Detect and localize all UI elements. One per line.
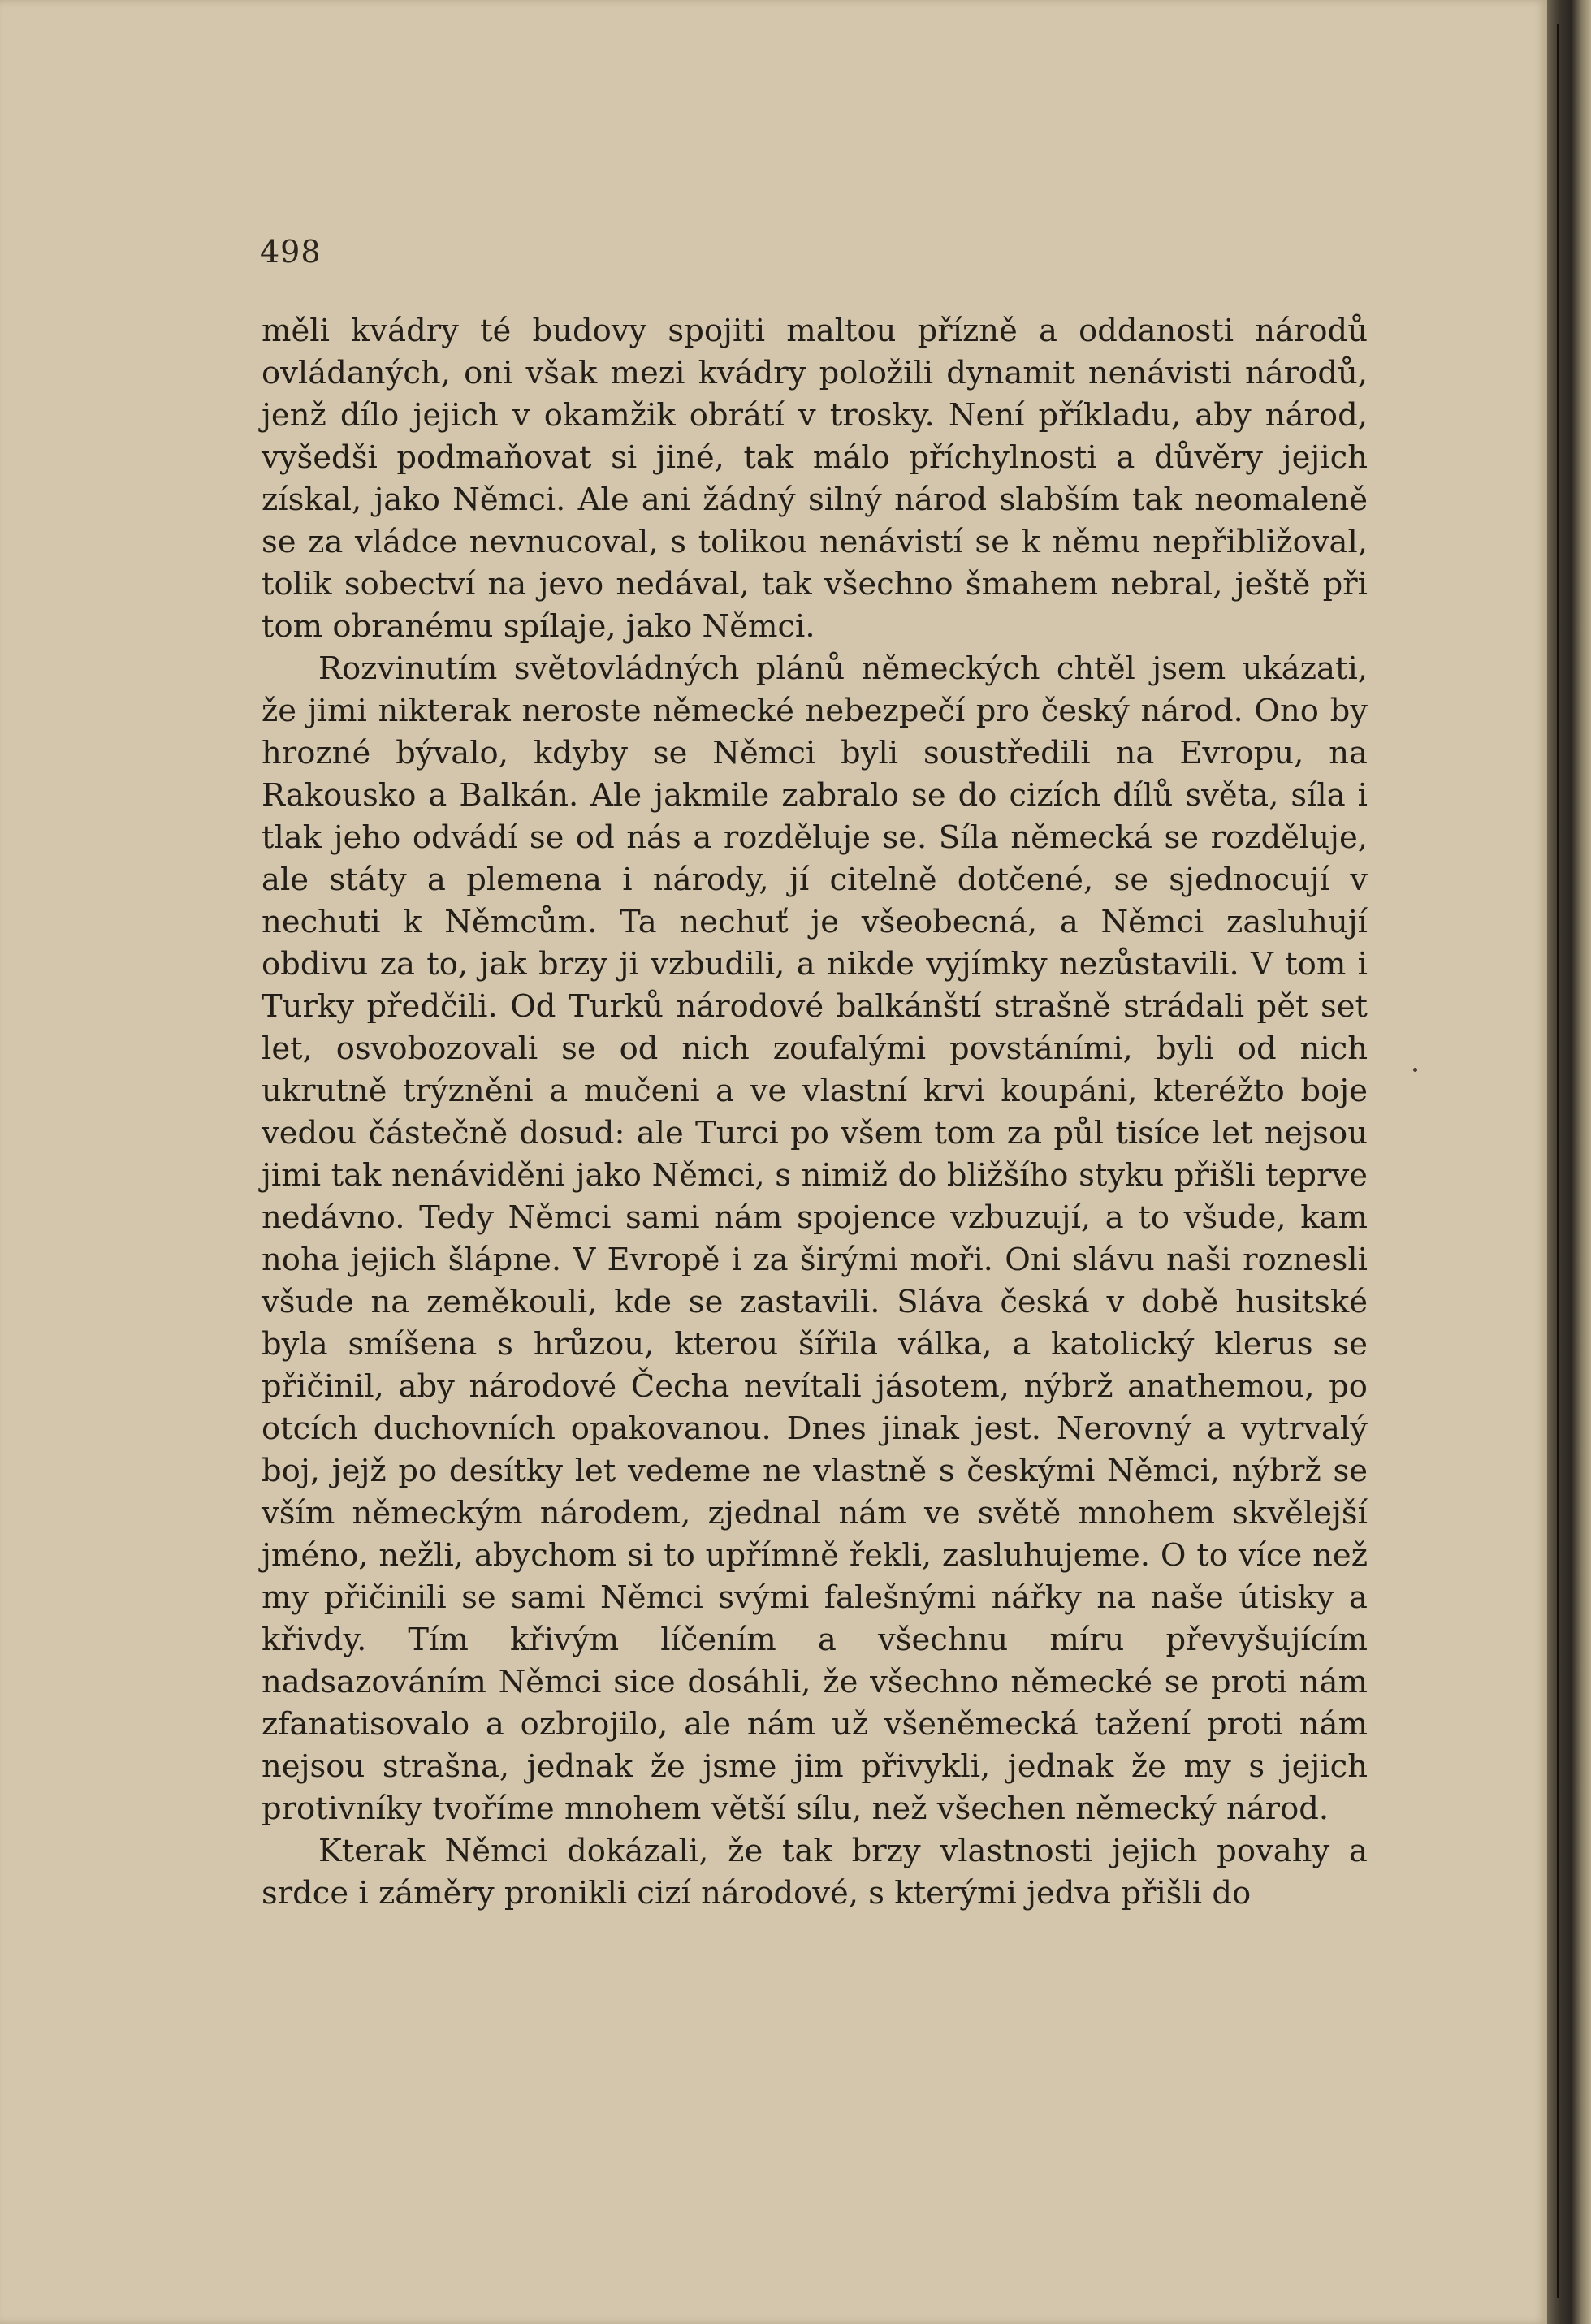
paper-speck (1413, 1068, 1417, 1072)
paragraph: Rozvinutím světovládných plánů německých chtěl jsem ukázati, že jimi nikterak neroste německé nebezpečí pro český národ. Ono by hrozné bývalo, kdyby se Němci byli soustředili na Evropu, na Rakousko a Balkán. Ale jakmile zabralo se do cizích dílů světa, síla i tlak jeho odvádí se od nás a rozděluje se. Síla německá se rozděluje, ale státy a plemena i národy, jí citelně dotčené, se sjednocují v nechuti k Němcům. Ta nechuť je všeobecná, a Němci zasluhují obdivu za to, jak brzy ji vzbudili, a nikde vyjímky nezůstavili. V tom i Turky předčili. Od Turků národové balkánští strašně strádali pět set let, osvobozovali se od nich zoufalými povstáními, byli od nich ukrutně trýzněni a mučeni a ve vlastní krvi koupáni, kteréžto boje vedou částečně dosud: ale Turci po všem tom za půl tisíce let nejsou jimi tak nenáviděni jako Němci, s nimiž do bližšího styku přišli teprve nedávno. Tedy Němci sami nám spojence vzbuzují, a to všude, kam noha jejich šlápne. V Evropě i za širými moři. Oni slávu naši roznesli všude na zeměkouli, kde se zastavili. Sláva česká v době husitské byla smíšena s hrůzou, kterou šířila válka, a katolický klerus se přičinil, aby národové Čecha nevítali jásotem, nýbrž anathemou, po otcích duchovních opakovanou. Dnes jinak jest. Nerovný a vytrvalý boj, jejž po desítky let vedeme ne vlastně s českými Němci, nýbrž se vším německým národem, zjednal nám ve světě mnohem skvělejší jméno, nežli, abychom si to upřímně řekli, zasluhujeme. O to více než my přičinili se sami Němci svými falešnými nářky na naše útisky a křivdy. Tím křivým líčením a všechnu míru převyšujícím nadsazováním Němci sice dosáhli, že všechno německé se proti nám zfanatisovalo a ozbrojilo, ale nám už všeněmecká tažení proti nám nejsou strašna, jednak že jsme jim přivykli, jednak že my s jejich protivníky tvoříme mnohem větší sílu, než všechen německý národ. (262, 650, 1368, 1827)
page-number: 498 (260, 234, 322, 270)
body-text (262, 310, 1368, 1915)
paragraph-continued: měli kvádry té budovy spojiti maltou přízně a oddanosti národů ovládaných, oni však mezi kvádry položili dynamit nenávisti národů, jenž dílo jejich v okamžik obrátí v trosky. Není příkladu, aby národ, vyšedši podmaňovat si jiné, tak málo příchylnosti a důvěry jejich získal, jako Němci. Ale ani žádný silný národ slabším tak neomaleně se za vládce nevnucoval, s tolikou nenávistí se k němu nepřibližoval, tolik sobectví na jevo nedával, tak všechno šmahem nebral, ještě při tom obranému spílaje, jako Němci. (262, 313, 1368, 645)
spine-edge (1557, 24, 1559, 2298)
book-spine (1547, 0, 1591, 2324)
paragraph: Kterak Němci dokázali, že tak brzy vlastnosti jejich povahy a srdce i záměry pronikli cizí národové, s kterými jedva přišli do (262, 1833, 1368, 1911)
